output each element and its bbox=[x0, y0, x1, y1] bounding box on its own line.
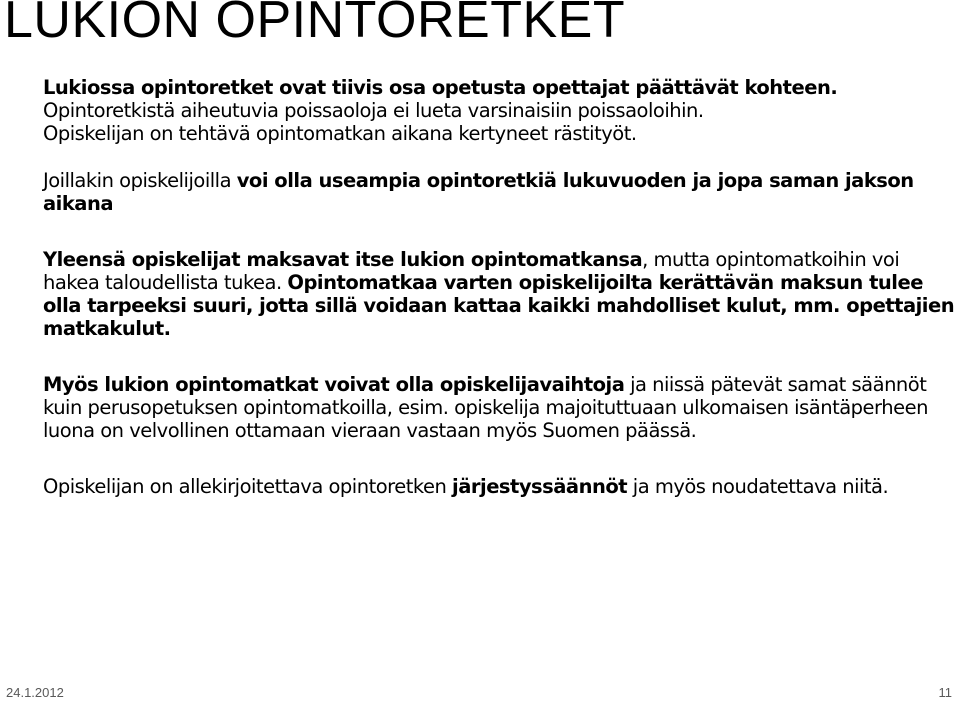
paragraph-field-trips-intro bbox=[43, 76, 955, 145]
student-exchange-bold: Myös lukion opintomatkat voivat olla opiskelijavaihtoja bbox=[43, 373, 625, 396]
intro-line-make-up-work: Opiskelijan on tehtävä opintomatkan aikana kertyneet rästityöt. bbox=[43, 122, 637, 145]
rules-bold: järjestyssäännöt bbox=[452, 475, 628, 498]
trip-costs-bold-end: Opintomatkaa varten opiskelijoilta kerättävän maksun tulee olla tarpeeksi suuri, jotta sillä voidaan kattaa kaikki mahdolliset kulut, mm. opettajien matkakulut. bbox=[43, 271, 955, 340]
paragraph-multiple-trips bbox=[43, 169, 955, 215]
trip-costs-text: , mutta opintomatkoihin voi hakea taloudellista tukea. bbox=[43, 248, 900, 294]
rules-text-start: Opiskelijan on allekirjoitettava opintoretken bbox=[43, 475, 453, 498]
multiple-trips-bold: voi olla useampia opintoretkiä lukuvuoden ja jopa saman jakson aikana bbox=[43, 169, 914, 215]
multiple-trips-text: Joillakin opiskelijoilla bbox=[43, 169, 237, 192]
paragraph-rules bbox=[43, 475, 955, 498]
intro-line-absences: Opintoretkistä aiheutuvia poissaoloja ei lueta varsinaisiin poissaoloihin. bbox=[43, 99, 704, 122]
trip-costs-bold-start: Yleensä opiskelijat maksavat itse lukion opintomatkansa bbox=[43, 248, 643, 271]
paragraph-trip-costs bbox=[43, 248, 955, 340]
slide-title: LUKION OPINTORETKET bbox=[4, 0, 626, 49]
page-number: 11 bbox=[938, 685, 952, 700]
slide-content bbox=[43, 76, 955, 498]
intro-bold-line: Lukiossa opintoretket ovat tiivis osa opetusta opettajat päättävät kohteen. bbox=[43, 76, 838, 99]
paragraph-student-exchange bbox=[43, 373, 955, 442]
rules-text-end: ja myös noudatettava niitä. bbox=[627, 475, 889, 498]
footer-date: 24.1.2012 bbox=[6, 685, 64, 700]
student-exchange-text: ja niissä pätevät samat säännöt kuin perusopetuksen opintomatkoilla, esim. opiskelija majoituttuaan ulkomaisen isäntäperheen luona on velvollinen ottamaan vieraan vastaan myös Suomen päässä. bbox=[43, 373, 928, 442]
